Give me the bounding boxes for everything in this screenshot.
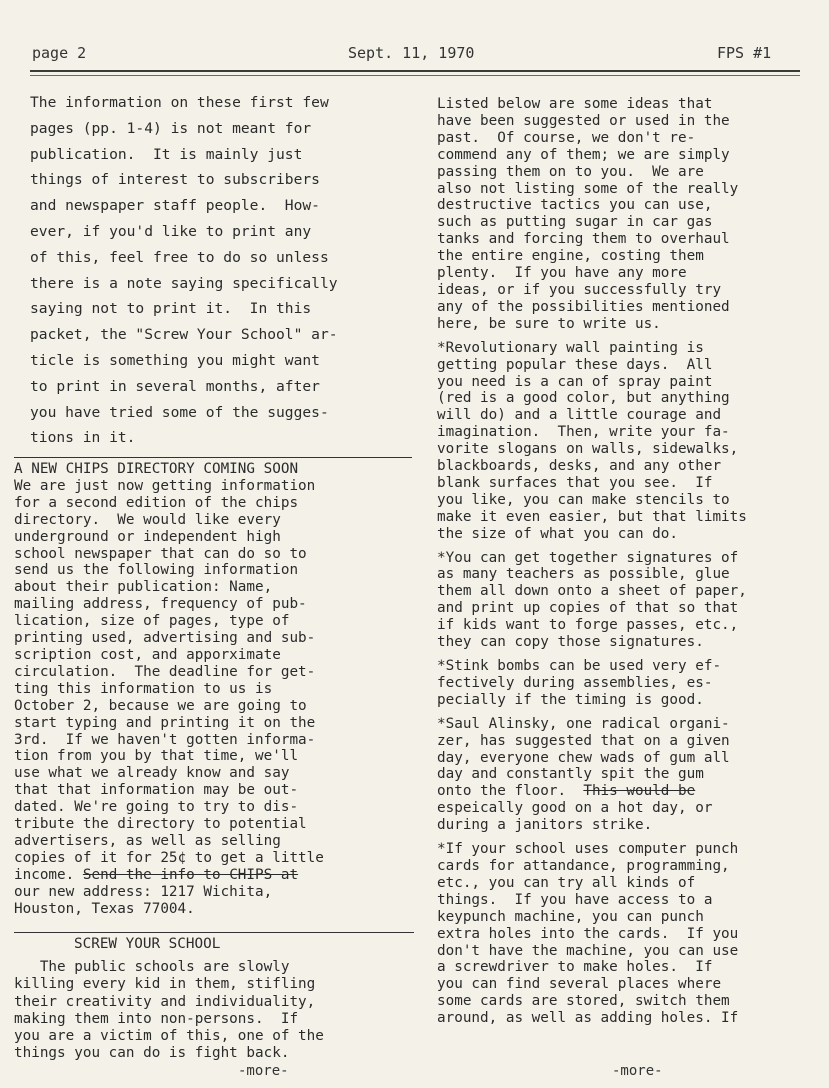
text-line: *Stink bombs can be used very ef- — [437, 658, 722, 674]
text-line: don't have the machine, you can use — [437, 942, 739, 959]
more-indicator-right: -more- — [612, 1063, 663, 1079]
directory-income-line — [14, 867, 414, 884]
text-line: them all down onto a sheet of paper, — [437, 583, 747, 600]
text-line: you are a victim of this, one of the — [14, 1028, 324, 1045]
section-divider-2 — [14, 932, 414, 933]
text-line: the size of what you can do. — [437, 525, 679, 542]
header-rule-thin — [30, 75, 800, 76]
text-line: ever, if you'd like to print any — [30, 222, 312, 240]
text-line: tion from you by that time, we'll — [14, 748, 299, 765]
text-line: about their publication: Name, — [14, 579, 273, 596]
text-line: 3rd. If we haven't gotten informa- — [14, 731, 316, 748]
text-line: dated. We're going to try to dis- — [14, 799, 299, 816]
text-line: espeically good on a hot day, or — [437, 800, 713, 817]
directory-address-line: our new address: 1217 Wichita, — [14, 883, 273, 900]
text-line: and newspaper staff people. How- — [30, 197, 320, 215]
ideas-intro — [437, 96, 817, 333]
text-line: tribute the directory to potential — [14, 816, 307, 833]
text-line: tanks and forcing them to overhaul — [437, 231, 730, 248]
text-line: some cards are stored, switch them — [437, 993, 730, 1010]
text-line: getting popular these days. All — [437, 356, 713, 373]
text-line: *If your school uses computer punch — [437, 841, 739, 858]
text-line: *You can get together signatures of — [437, 549, 739, 566]
section-divider — [14, 457, 412, 458]
text-line: make it even easier, but that limits — [437, 508, 747, 525]
text-line: *Saul Alinsky, one radical organi- — [437, 715, 730, 732]
text-line: for a second edition of the chips — [14, 494, 299, 511]
header-rule — [30, 70, 800, 72]
text-line: October 2, because we are going to — [14, 697, 307, 714]
page-number: page 2 — [32, 44, 87, 62]
text-line: and print up copies of that so that — [437, 600, 739, 617]
text-line: past. Of course, we don't re- — [437, 129, 696, 146]
text-line: things you can do is fight back. — [14, 1045, 290, 1062]
text-line: also not listing some of the really — [437, 180, 739, 197]
text-line: that that information may be out- — [14, 782, 299, 799]
text-line: vorite slogans on walls, sidewalks, — [437, 441, 739, 458]
more-indicator-left: -more- — [238, 1063, 289, 1079]
text-line: killing every kid in them, stifling — [14, 976, 316, 993]
text-line: day, everyone chew wads of gum all — [437, 749, 730, 766]
intro-paragraph — [30, 90, 420, 451]
text-line: imagination. Then, write your fa- — [437, 424, 730, 441]
struck-text: Send the info to CHIPS at — [82, 866, 299, 883]
text-line: making them into non-persons. If — [14, 1010, 299, 1027]
alinsky-floor-line — [437, 783, 817, 800]
text-line: things of interest to subscribers — [30, 171, 320, 189]
text-line: during a janitors strike. — [437, 817, 653, 834]
directory-city-line: Houston, Texas 77004. — [14, 900, 195, 917]
text-line: you have tried some of the sugges- — [30, 403, 329, 421]
text-line: *Revolutionary wall painting is — [437, 339, 704, 356]
text-line: pecially if the timing is good. — [437, 691, 704, 708]
text-line: advertisers, as well as selling — [14, 832, 281, 849]
text-line: you need is a can of spray paint — [437, 373, 713, 390]
text-line: if kids want to forge passes, etc., — [437, 617, 739, 634]
text-line: a screwdriver to make holes. If — [437, 959, 713, 976]
text-line: to print in several months, after — [30, 377, 320, 395]
stink-bombs-item — [437, 658, 817, 709]
text-line: have been suggested or used in the — [437, 112, 730, 129]
wall-painting-item — [437, 340, 817, 543]
text-line: will do) and a little courage and — [437, 407, 722, 424]
text-line: zer, has suggested that on a given — [437, 732, 730, 749]
text-line: fectively during assemblies, es- — [437, 674, 713, 691]
text-line: etc., you can try all kinds of — [437, 874, 696, 891]
issue-label: FPS #1 — [717, 44, 772, 62]
text-line: send us the following information — [14, 562, 299, 579]
text-line: ticle is something you might want — [30, 351, 320, 369]
text-line: school newspaper that can do so to — [14, 545, 307, 562]
text-line: We are just now getting information — [14, 477, 316, 494]
text-line: their creativity and individuality, — [14, 993, 316, 1010]
alinsky-struck-text: This would be — [583, 783, 696, 800]
text-line: the entire engine, costing them — [437, 248, 704, 265]
text-line: around, as well as adding holes. If — [437, 1010, 739, 1027]
screw-body — [14, 959, 414, 1062]
text-line: The public schools are slowly — [14, 959, 290, 976]
text-line: as many teachers as possible, glue — [437, 566, 730, 583]
text-line: day and constantly spit the gum — [437, 766, 704, 783]
text-line: scription cost, and apporximate — [14, 646, 281, 663]
income-word: income. — [14, 866, 75, 883]
text-line: mailing address, frequency of pub- — [14, 596, 307, 613]
text-line: things. If you have access to a — [437, 891, 713, 908]
screw-heading: SCREW YOUR SCHOOL — [74, 936, 221, 952]
directory-body — [14, 478, 414, 867]
directory-heading: A NEW CHIPS DIRECTORY COMING SOON — [14, 461, 299, 477]
text-line: saying not to print it. In this — [30, 300, 312, 318]
text-line: there is a note saying specifically — [30, 274, 338, 292]
signatures-item — [437, 550, 817, 651]
screw-article — [14, 936, 414, 1062]
text-line: destructive tactics you can use, — [437, 197, 713, 214]
alinsky-floor-text: onto the floor. — [437, 783, 567, 800]
text-line: start typing and printing it on the — [14, 714, 316, 731]
punch-cards-item — [437, 841, 817, 1027]
text-line: ting this information to us is — [14, 680, 273, 697]
text-line: The information on these first few — [30, 94, 329, 111]
text-line: blackboards, desks, and any other — [437, 458, 722, 475]
text-line: commend any of them; we are simply — [437, 146, 730, 163]
text-line: you like, you can make stencils to — [437, 491, 730, 508]
text-line: Listed below are some ideas that — [437, 96, 713, 112]
text-line: use what we already know and say — [14, 765, 290, 782]
text-line: plenty. If you have any more — [437, 265, 687, 282]
text-line: packet, the "Screw Your School" ar- — [30, 326, 338, 344]
text-line: underground or independent high — [14, 528, 281, 545]
text-line: you can find several places where — [437, 976, 722, 993]
text-line: directory. We would like every — [14, 511, 281, 528]
text-line: they can copy those signatures. — [437, 634, 704, 651]
text-line: extra holes into the cards. If you — [437, 925, 739, 942]
text-line: lication, size of pages, type of — [14, 613, 290, 630]
text-line: blank surfaces that you see. If — [437, 474, 713, 491]
text-line: any of the possibilities mentioned — [437, 298, 730, 315]
text-line: of this, feel free to do so unless — [30, 248, 329, 266]
text-line: (red is a good color, but anything — [437, 390, 730, 407]
text-line: ideas, or if you successfully try — [437, 281, 722, 298]
text-line: copies of it for 25¢ to get a little — [14, 849, 324, 866]
alinsky-item — [437, 716, 817, 834]
text-line: printing used, advertising and sub- — [14, 630, 316, 647]
text-line: such as putting sugar in car gas — [437, 214, 713, 231]
right-column — [437, 96, 817, 1027]
directory-article — [14, 461, 414, 917]
text-line: tions in it. — [30, 429, 136, 447]
text-line: circulation. The deadline for get- — [14, 663, 316, 680]
text-line: here, be sure to write us. — [437, 315, 661, 332]
text-line: passing them on to you. We are — [437, 163, 704, 180]
text-line: keypunch machine, you can punch — [437, 908, 704, 925]
page-date: Sept. 11, 1970 — [348, 44, 475, 62]
text-line: publication. It is mainly just — [30, 145, 303, 163]
text-line: cards for attandance, programming, — [437, 857, 730, 874]
text-line: pages (pp. 1-4) is not meant for — [30, 119, 312, 137]
